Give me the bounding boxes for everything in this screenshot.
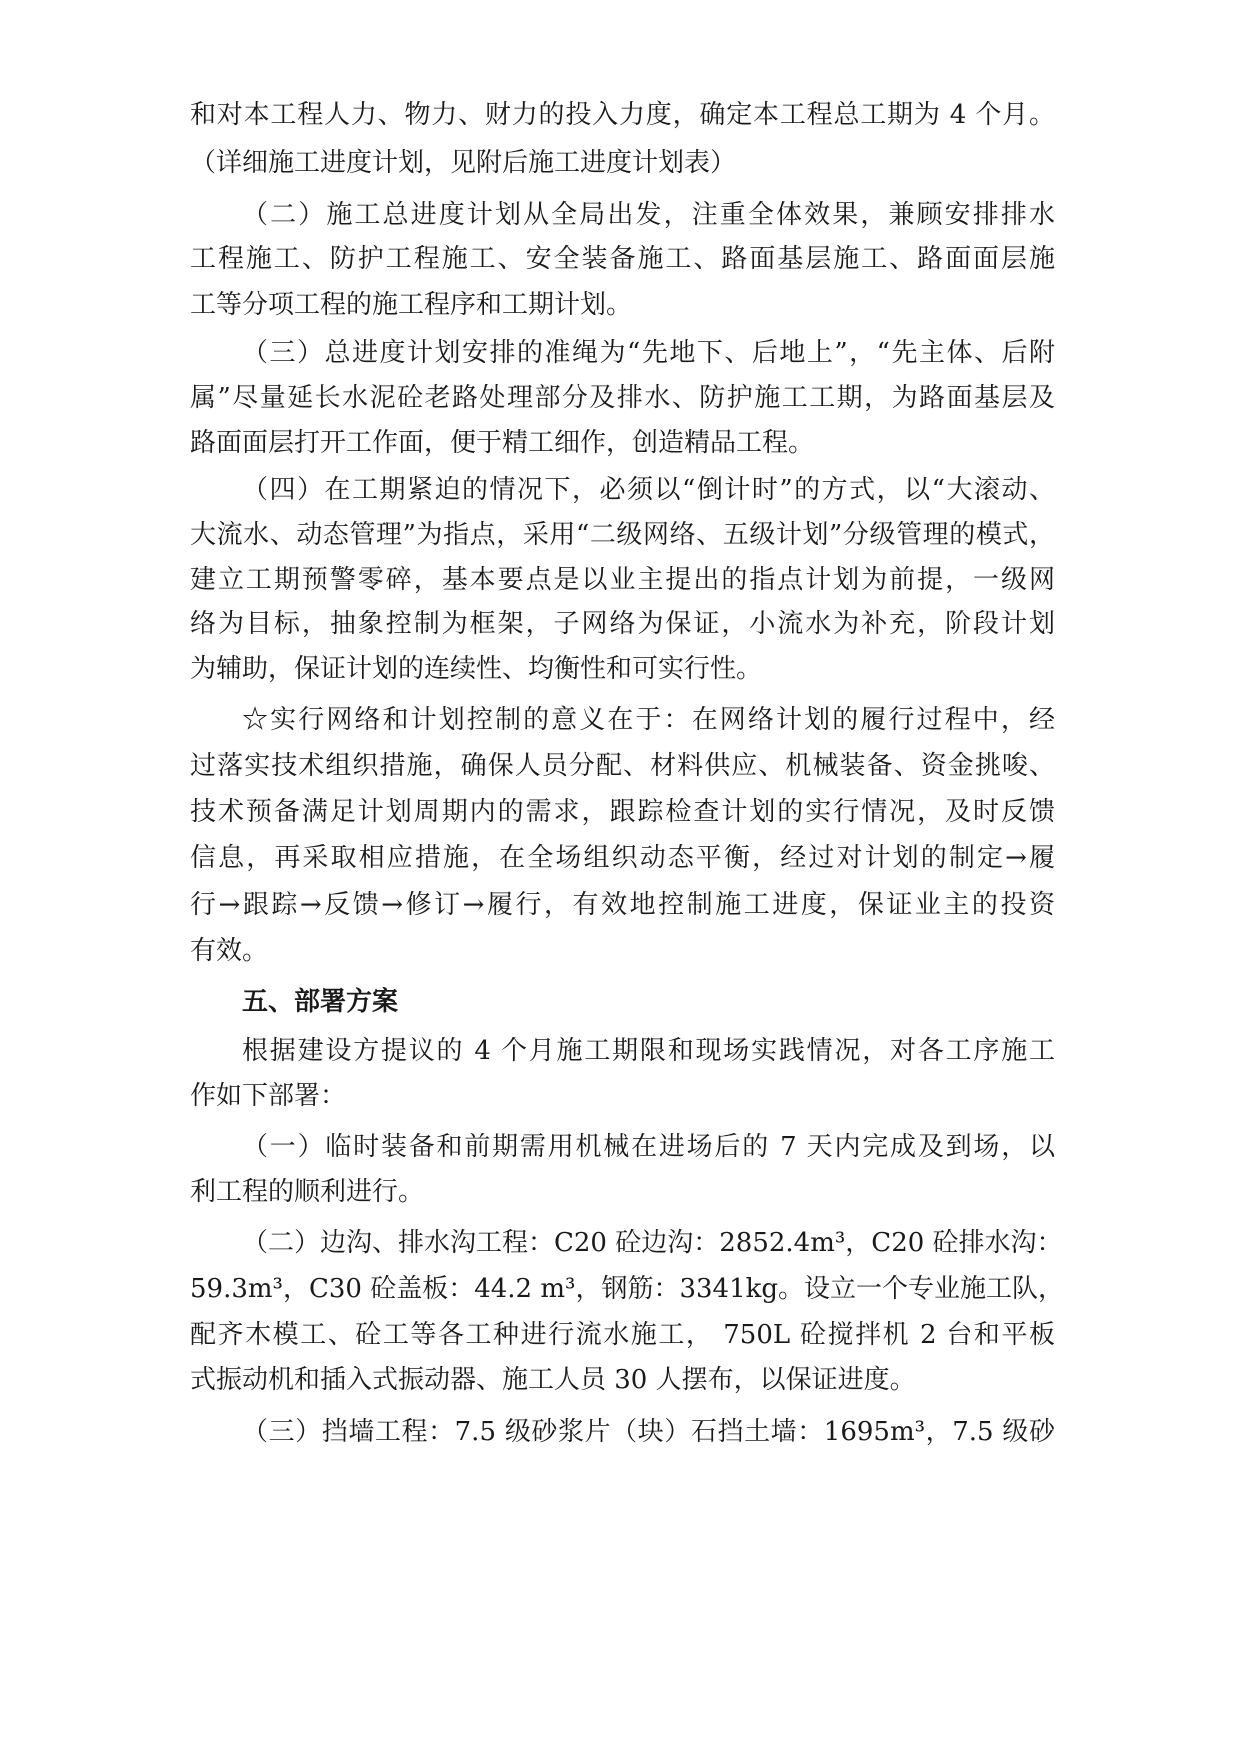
paragraph-line: 属”尽量延长水泥砼老路处理部分及排水、防护施工工期，为路面基层及 (190, 383, 1055, 413)
paragraph-line: （详细施工进度计划，见附后施工进度计划表） (190, 148, 737, 178)
paragraph-line: （三）总进度计划安排的准绳为“先地下、后地上”，“先主体、后附 (242, 338, 1055, 368)
paragraph-line: （二）边沟、排水沟工程：C20 砼边沟：2852.4m³，C20 砼排水沟： (242, 1228, 1063, 1258)
paragraph-line: 大流水、动态管理”为指点，采用“二级网络、五级计划”分级管理的模式， (190, 520, 1055, 550)
paragraph-line: 有效。 (190, 936, 269, 966)
paragraph-line: 建立工期预警零碎，基本要点是以业主提出的指点计划为前提，一级网 (190, 565, 1055, 595)
paragraph-line: （一）临时装备和前期需用机械在进场后的 7 天内完成及到场，以 (242, 1132, 1055, 1162)
paragraph-line: ☆实行网络和计划控制的意义在于：在网络计划的履行过程中，经 (242, 705, 1055, 735)
paragraph-line: 作如下部署： (190, 1081, 347, 1111)
paragraph-line: 利工程的顺利进行。 (190, 1177, 425, 1207)
paragraph-line: 根据建设方提议的 4 个月施工期限和现场实践情况，对各工序施工 (242, 1036, 1055, 1066)
paragraph-line: （四）在工期紧迫的情况下，必须以“倒计时”的方式，以“大滚动、 (242, 475, 1055, 505)
paragraph-line: （三）挡墙工程：7.5 级砂浆片（块）石挡土墙：1695m³，7.5 级砂 (242, 1417, 1055, 1447)
paragraph-line: 络为目标，抽象控制为框架，子网络为保证，小流水为补充，阶段计划 (190, 609, 1055, 639)
paragraph-line: 信息，再采取相应措施，在全场组织动态平衡，经过对计划的制定→履 (190, 843, 1055, 873)
paragraph-line: 为辅助，保证计划的连续性、均衡性和可实行性。 (190, 654, 763, 684)
paragraph-line: 配齐木模工、砼工等各工种进行流水施工， 750L 砼搅拌机 2 台和平板 (190, 1320, 1055, 1350)
paragraph-line: 工程施工、防护工程施工、安全装备施工、路面基层施工、路面面层施 (190, 244, 1055, 274)
paragraph-line: 行→跟踪→反馈→修订→履行，有效地控制施工进度，保证业主的投资 (190, 890, 1055, 920)
paragraph-line: 技术预备满足计划周期内的需求，跟踪检查计划的实行情况，及时反馈 (190, 797, 1055, 827)
paragraph-line: 路面面层打开工作面，便于精工细作，创造精品工程。 (190, 428, 815, 458)
paragraph-line: 过落实技术组织措施，确保人员分配、材料供应、机械装备、资金挑唆、 (190, 751, 1055, 781)
paragraph-line: 59.3m³，C30 砼盖板：44.2 m³，钢筋：3341kg。设立一个专业施工队， (190, 1274, 1065, 1304)
paragraph-line: 工等分项工程的施工程序和工期计划。 (190, 290, 633, 320)
paragraph-line: 和对本工程人力、物力、财力的投入力度，确定本工程总工期为 4 个月。 (190, 100, 1055, 130)
section-heading: 五、部署方案 (242, 987, 399, 1017)
paragraph-line: 式振动机和插入式振动器、施工人员 30 人摆布，以保证进度。 (190, 1365, 916, 1395)
paragraph-line: （二）施工总进度计划从全局出发，注重全体效果，兼顾安排排水 (242, 200, 1055, 230)
